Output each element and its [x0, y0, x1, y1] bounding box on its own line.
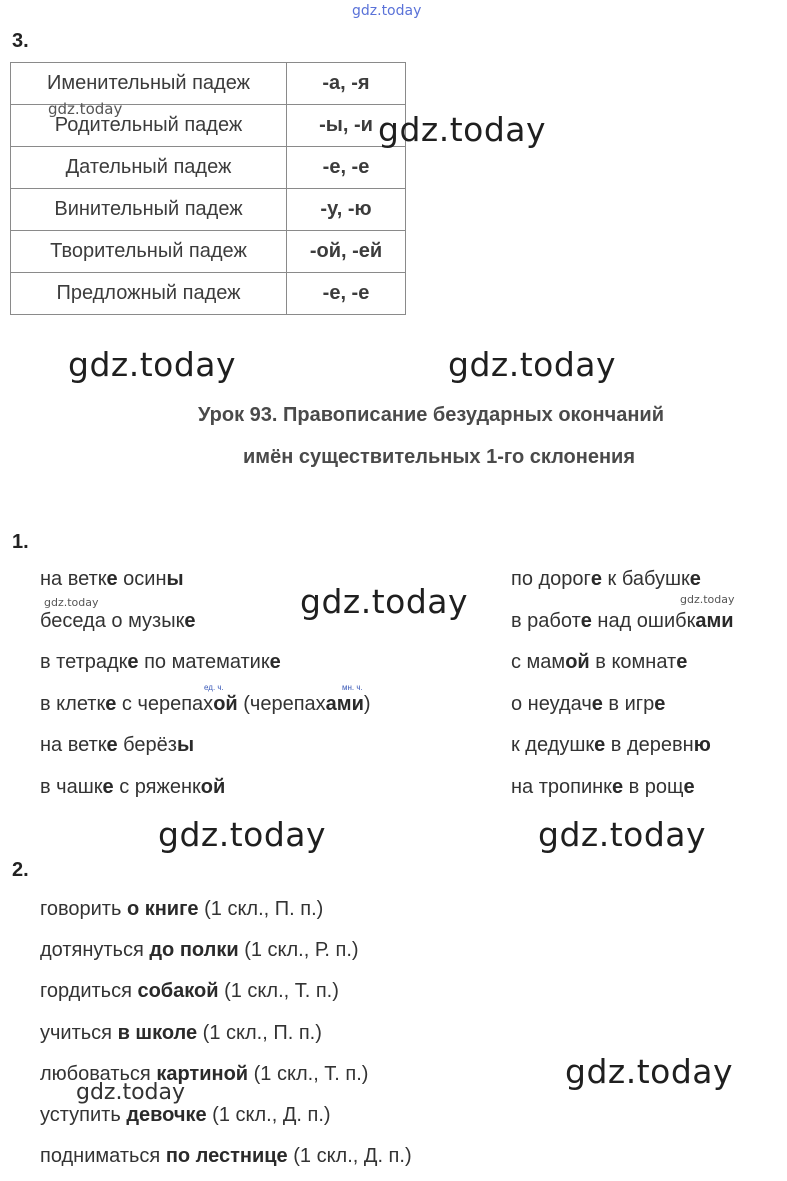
highlighted-ending: ой — [200, 775, 226, 798]
word-part: по дорог — [511, 568, 591, 590]
word-part: (1 скл., Д. п.) — [287, 1145, 412, 1168]
phrase-left — [40, 734, 194, 757]
highlighted-ending: картиной — [156, 1062, 249, 1085]
section-number-3: 3. — [12, 30, 29, 52]
highlighted-ending: ю — [693, 734, 711, 756]
case-ending: -у, -ю — [287, 189, 406, 231]
case-name: Предложный падеж — [11, 273, 287, 315]
highlighted-ending: собакой — [137, 980, 219, 1003]
phrase-left — [40, 651, 281, 674]
word-part: в клетк — [40, 692, 106, 715]
phrase-right — [511, 568, 701, 591]
highlighted-ending: ами — [695, 609, 734, 632]
watermark-mid-left: gdz.today — [68, 345, 237, 384]
phrase-case — [40, 1145, 412, 1168]
watermark-table: gdz.today — [378, 110, 547, 149]
highlighted-ending: е — [591, 692, 603, 715]
phrase-right — [511, 776, 695, 799]
phrase-right — [511, 734, 711, 757]
word-part: с ряженк — [113, 775, 201, 798]
word-part: над ошибк — [591, 609, 696, 632]
word-part: в работ — [511, 609, 581, 632]
case-row — [11, 273, 406, 315]
word-part: по математик — [138, 651, 270, 673]
note-singular: ед. ч. — [204, 683, 224, 692]
word-part: ) — [363, 692, 371, 715]
highlighted-ending: е — [689, 568, 701, 590]
word-part: (черепах — [237, 692, 326, 715]
word-part: беседа о музык — [40, 609, 185, 632]
phrase-case — [40, 1104, 331, 1127]
case-row — [11, 231, 406, 273]
word-part: на ветк — [40, 568, 107, 590]
highlighted-ending: е — [102, 775, 114, 798]
watermark-ex1-small-left: gdz.today — [44, 596, 99, 609]
case-name: Винительный падеж — [11, 189, 287, 231]
watermark-ex2-small: gdz.today — [76, 1080, 186, 1105]
highlighted-ending: по лестнице — [165, 1145, 288, 1168]
case-name: Творительный падеж — [11, 231, 287, 273]
word-part: в тетрадк — [40, 651, 128, 673]
exercise-number-2: 2. — [12, 859, 29, 881]
highlighted-ending: е — [269, 651, 281, 673]
highlighted-ending: е — [127, 651, 139, 673]
case-ending: -ы, -и — [287, 105, 406, 147]
highlighted-ending: е — [611, 775, 624, 798]
highlighted-ending: е — [590, 568, 602, 590]
word-part: берёз — [117, 734, 177, 756]
phrase-right — [511, 610, 734, 633]
word-part: подниматься — [40, 1145, 166, 1168]
word-part: говорить — [40, 898, 127, 920]
phrase-left — [40, 693, 371, 716]
case-row — [11, 63, 406, 105]
highlighted-ending: е — [580, 609, 592, 632]
phrase-case — [40, 898, 323, 921]
word-part: осин — [117, 568, 167, 590]
word-part: уступить — [40, 1104, 127, 1126]
word-part: любоваться — [40, 1062, 157, 1085]
word-part: в рощ — [623, 775, 684, 798]
highlighted-ending: ами — [325, 692, 364, 715]
word-part: учиться — [40, 1021, 118, 1044]
highlighted-ending: е — [676, 651, 688, 673]
word-part: дотянуться — [40, 939, 150, 962]
case-row — [11, 189, 406, 231]
highlighted-ending: ой — [565, 651, 590, 673]
word-part: к дедушк — [511, 734, 595, 756]
word-part: (1 скл., П. п.) — [197, 1021, 322, 1044]
watermark-top: gdz.today — [352, 3, 422, 19]
case-ending: -ой, -ей — [287, 231, 406, 273]
phrase-right — [511, 651, 687, 674]
word-part: (1 скл., П. п.) — [198, 898, 324, 920]
phrase-case — [40, 1022, 322, 1045]
highlighted-ending: ы — [166, 568, 184, 590]
word-part: (1 скл., Р. п.) — [238, 939, 359, 962]
case-ending: -е, -е — [287, 147, 406, 189]
lesson-title-line1: Урок 93. Правописание безударных окончаний — [198, 404, 665, 426]
watermark-ex1-bottom-left: gdz.today — [158, 815, 327, 854]
highlighted-ending: до полки — [149, 939, 239, 962]
phrase-right — [511, 693, 665, 716]
phrase-case — [40, 939, 359, 962]
case-name: Именительный падеж — [11, 63, 287, 105]
highlighted-ending: девочке — [126, 1104, 207, 1126]
highlighted-ending: ы — [176, 734, 195, 756]
word-part: гордиться — [40, 980, 138, 1003]
word-part: в деревн — [605, 734, 694, 756]
word-part: (1 скл., Д. п.) — [206, 1104, 331, 1126]
watermark-table-small: gdz.today — [48, 100, 123, 118]
word-part: в комнат — [589, 651, 677, 673]
phrase-left — [40, 776, 225, 799]
word-part: в чашк — [40, 775, 103, 798]
watermark-ex2: gdz.today — [565, 1052, 734, 1091]
highlighted-ending: е — [184, 609, 196, 632]
word-part: к бабушк — [601, 568, 690, 590]
watermark-mid-right: gdz.today — [448, 345, 617, 384]
word-part: (1 скл., Т. п.) — [218, 980, 339, 1003]
phrase-left — [40, 610, 195, 633]
case-name: Дательный падеж — [11, 147, 287, 189]
watermark-ex1: gdz.today — [300, 582, 469, 621]
highlighted-ending: е — [106, 734, 118, 756]
case-name: Родительный падеж — [11, 105, 287, 147]
watermark-ex1-small-right: gdz.today — [680, 593, 735, 606]
highlighted-ending: в школе — [117, 1021, 198, 1044]
lesson-title-line2: имён существительных 1-го склонения — [243, 446, 636, 468]
exercise-number-1: 1. — [12, 531, 29, 553]
highlighted-ending: о книге — [126, 898, 199, 920]
word-part: с черепах — [116, 692, 214, 715]
word-part: с мам — [511, 651, 566, 673]
word-part: (1 скл., Т. п.) — [248, 1062, 369, 1085]
word-part: в игр — [602, 692, 655, 715]
case-ending: -е, -е — [287, 273, 406, 315]
case-row — [11, 147, 406, 189]
phrase-left — [40, 568, 184, 591]
highlighted-ending: ой — [213, 692, 238, 715]
highlighted-ending: е — [654, 692, 666, 715]
highlighted-ending: е — [683, 775, 695, 798]
case-ending: -а, -я — [287, 63, 406, 105]
word-part: на ветк — [40, 734, 107, 756]
phrase-case — [40, 980, 339, 1003]
watermark-ex1-bottom-right: gdz.today — [538, 815, 707, 854]
highlighted-ending: е — [594, 734, 606, 756]
word-part: на тропинк — [511, 775, 612, 798]
highlighted-ending: е — [106, 568, 118, 590]
note-plural: мн. ч. — [342, 683, 363, 692]
word-part: о неудач — [511, 692, 592, 715]
highlighted-ending: е — [105, 692, 117, 715]
